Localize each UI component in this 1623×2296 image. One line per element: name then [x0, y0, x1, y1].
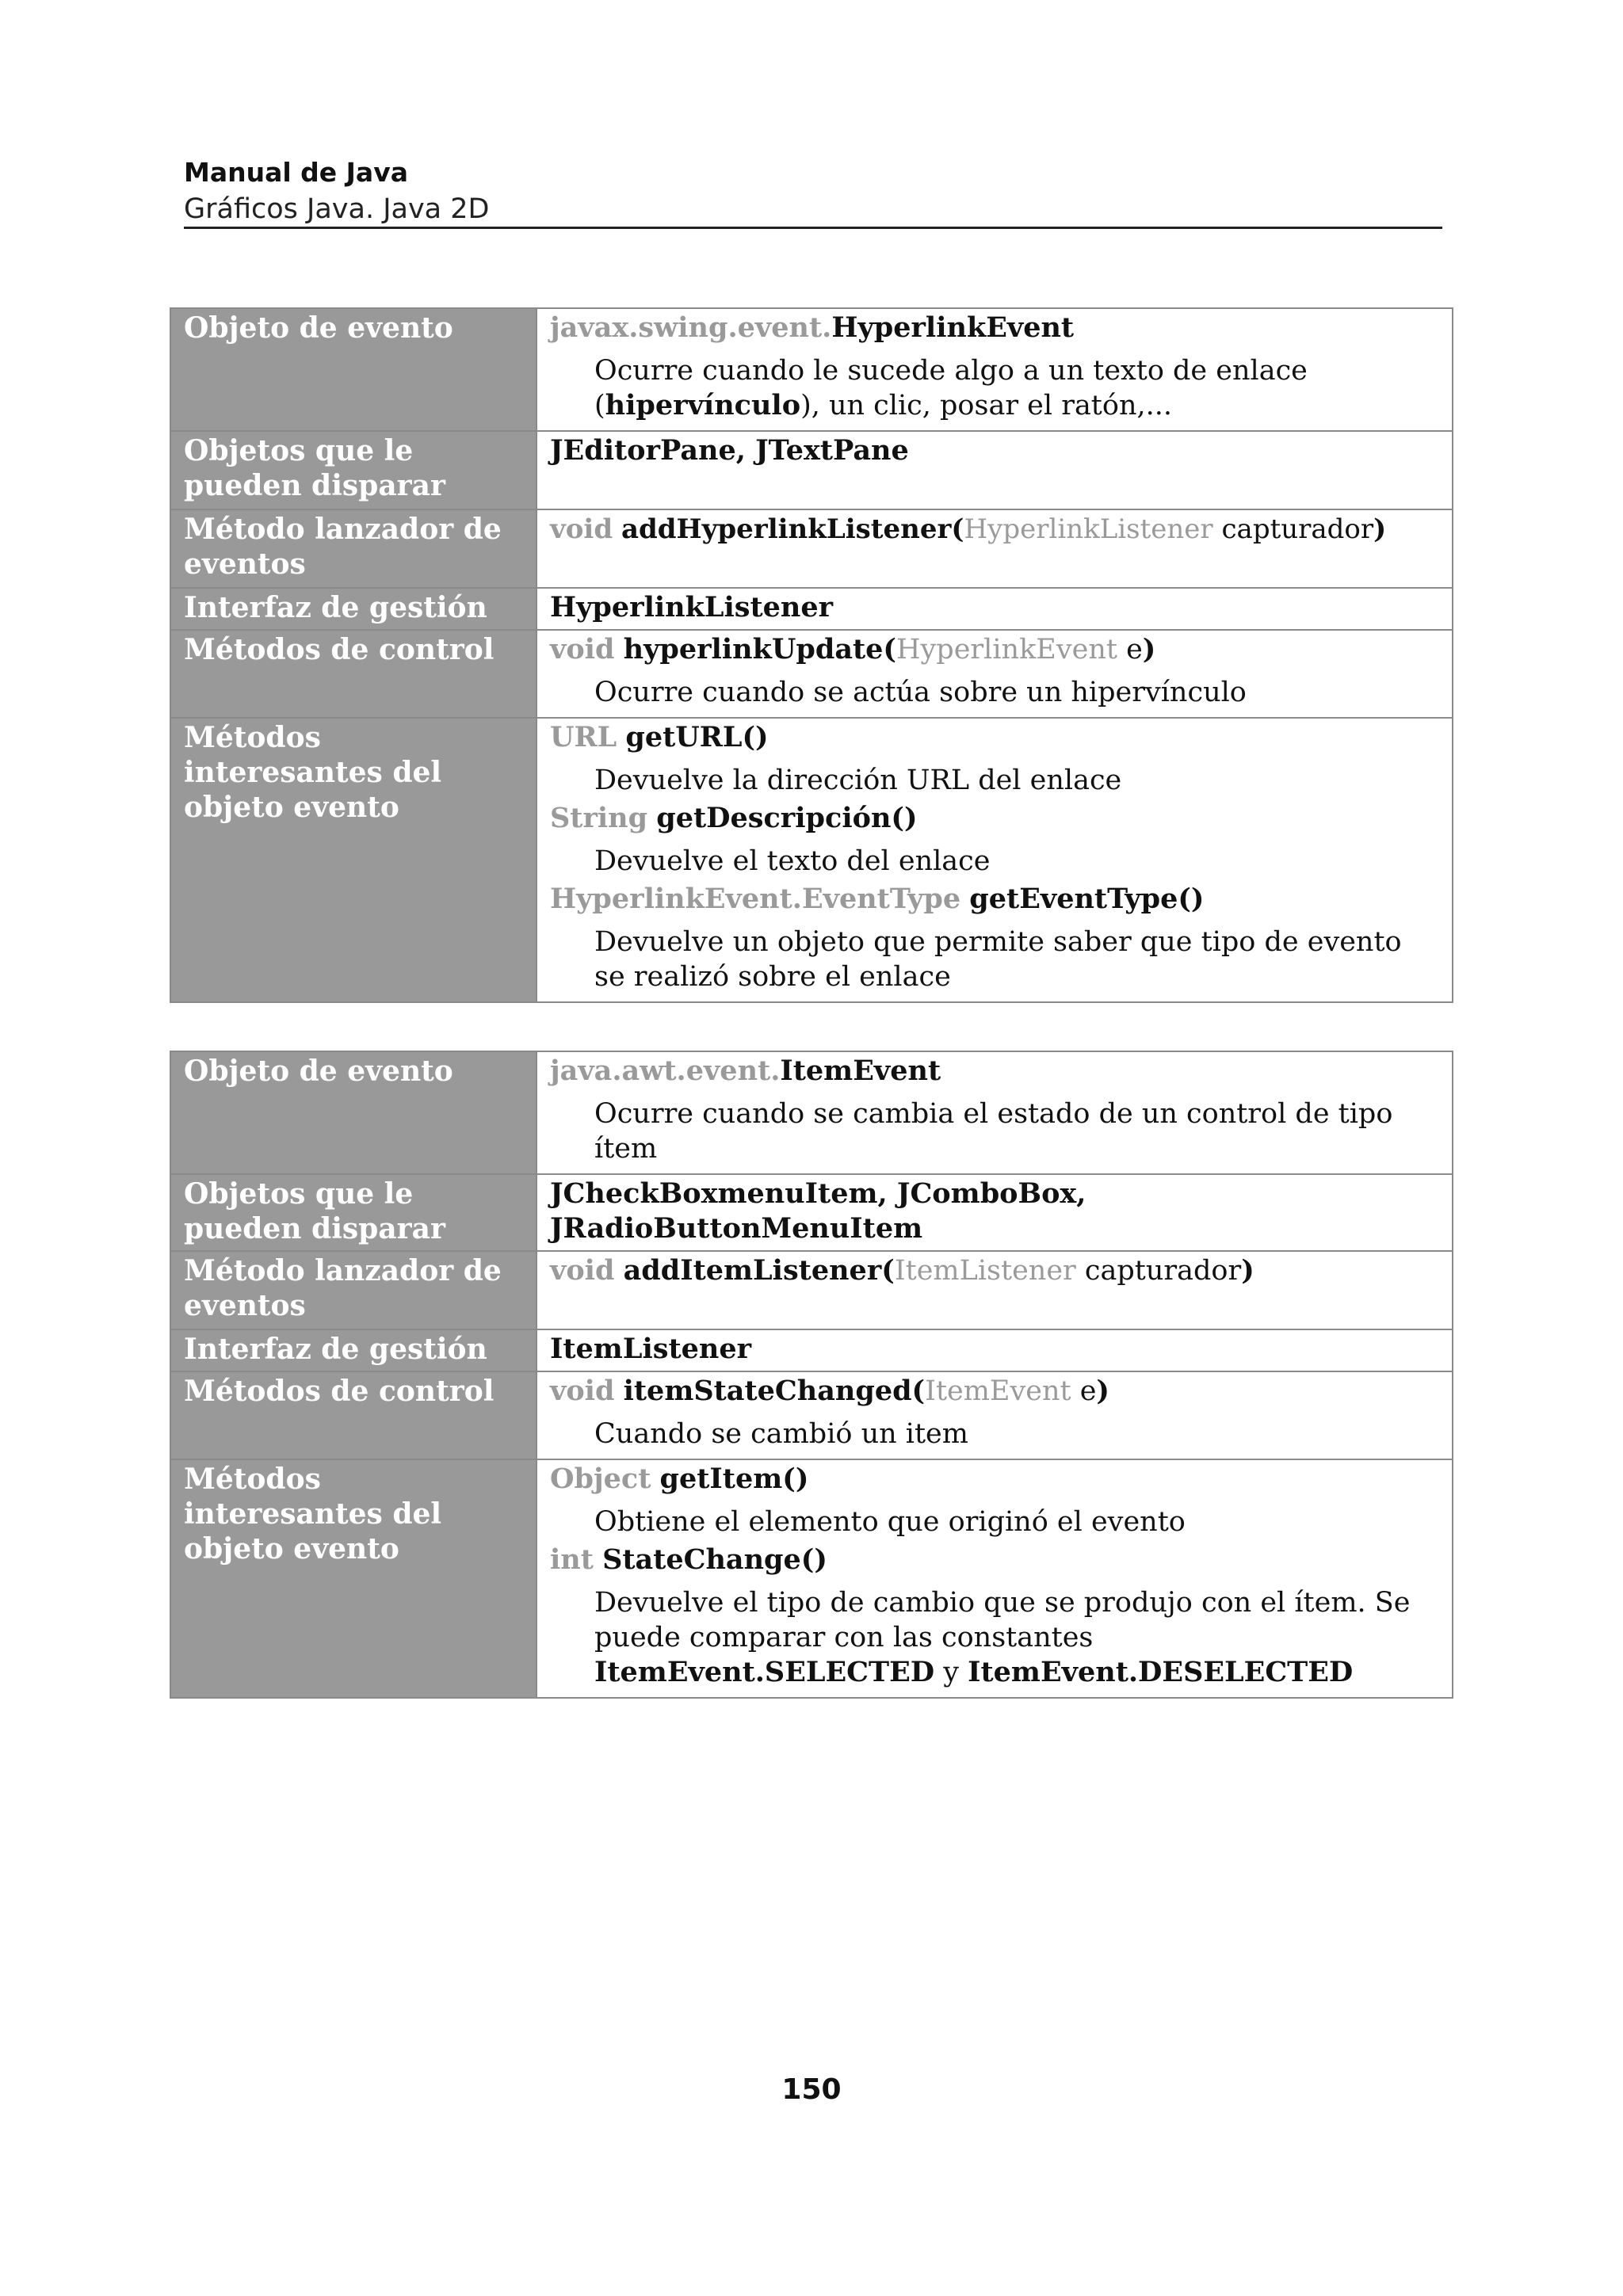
- table-row: [170, 1371, 1453, 1459]
- row-label: Métodos interesantes del objeto evento: [170, 718, 537, 1002]
- table-row: [170, 431, 1453, 509]
- row-value: [537, 308, 1453, 431]
- row-label: Objetos que le pueden disparar: [170, 1174, 537, 1251]
- row-value: URL getURL() Devuelve la dirección URL del enlace String getDescripción() Devuelve el texto del enlace HyperlinkEvent.EventType getEventType() Devuelve un objeto que permite saber que tipo de evento se realizó sobre el enlace: [537, 718, 1453, 1002]
- item-event-table: [170, 1051, 1453, 1699]
- row-value: [537, 1051, 1453, 1174]
- hyperlink-event-table: [170, 307, 1453, 1003]
- table-row: [170, 630, 1453, 718]
- row-value: void itemStateChanged(ItemEvent e) Cuando se cambió un item: [537, 1371, 1453, 1459]
- row-value: HyperlinkListener: [537, 588, 1453, 630]
- row-label: Método lanzador de eventos: [170, 509, 537, 588]
- page-number: 150: [781, 2073, 842, 2106]
- table-row: [170, 1251, 1453, 1329]
- table-row: [170, 308, 1453, 431]
- row-label: Interfaz de gestión: [170, 1329, 537, 1371]
- table-row: [170, 718, 1453, 1002]
- table-row: [170, 1174, 1453, 1251]
- table-row: [170, 588, 1453, 630]
- page-header: [184, 155, 1442, 228]
- event-description: Ocurre cuando se cambia el estado de un control de tipo ítem: [594, 1098, 1393, 1165]
- row-label: Métodos de control: [170, 1371, 537, 1459]
- row-label: Método lanzador de eventos: [170, 1251, 537, 1329]
- row-value: ItemListener: [537, 1329, 1453, 1371]
- row-value: JCheckBoxmenuItem, JComboBox, JRadioButtonMenuItem: [537, 1174, 1453, 1251]
- row-value: Object getItem() Obtiene el elemento que originó el evento int StateChange() Devuelve el tipo de cambio que se produjo con el ítem. Se puede comparar con las constantes ItemEvent.SELECTED y ItemEvent.DESELECTED: [537, 1459, 1453, 1698]
- table-row: [170, 1459, 1453, 1698]
- row-value: JEditorPane, JTextPane: [537, 431, 1453, 509]
- table-row: [170, 509, 1453, 588]
- row-label: Métodos interesantes del objeto evento: [170, 1459, 537, 1698]
- event-description: Ocurre cuando le sucede algo a un texto de enlace (hipervínculo), un clic, posar el ratón,...: [594, 355, 1308, 421]
- book-title: Manual de Java: [184, 157, 408, 188]
- table-row: [170, 1329, 1453, 1371]
- row-label: Objeto de evento: [170, 1051, 537, 1174]
- row-label: Objeto de evento: [170, 308, 537, 431]
- event-class: java.awt.event.ItemEvent: [550, 1055, 941, 1087]
- row-value: void addItemListener(ItemListener capturador): [537, 1251, 1453, 1329]
- row-label: Objetos que le pueden disparar: [170, 431, 537, 509]
- row-value: void hyperlinkUpdate(HyperlinkEvent e) Ocurre cuando se actúa sobre un hipervínculo: [537, 630, 1453, 718]
- event-class: javax.swing.event.HyperlinkEvent: [550, 311, 1075, 344]
- row-label: Interfaz de gestión: [170, 588, 537, 630]
- row-label: Métodos de control: [170, 630, 537, 718]
- table-row: [170, 1051, 1453, 1174]
- header-divider: [184, 227, 1442, 229]
- row-value: void addHyperlinkListener(HyperlinkListener capturador): [537, 509, 1453, 588]
- chapter-title: Gráficos Java. Java 2D: [184, 193, 490, 225]
